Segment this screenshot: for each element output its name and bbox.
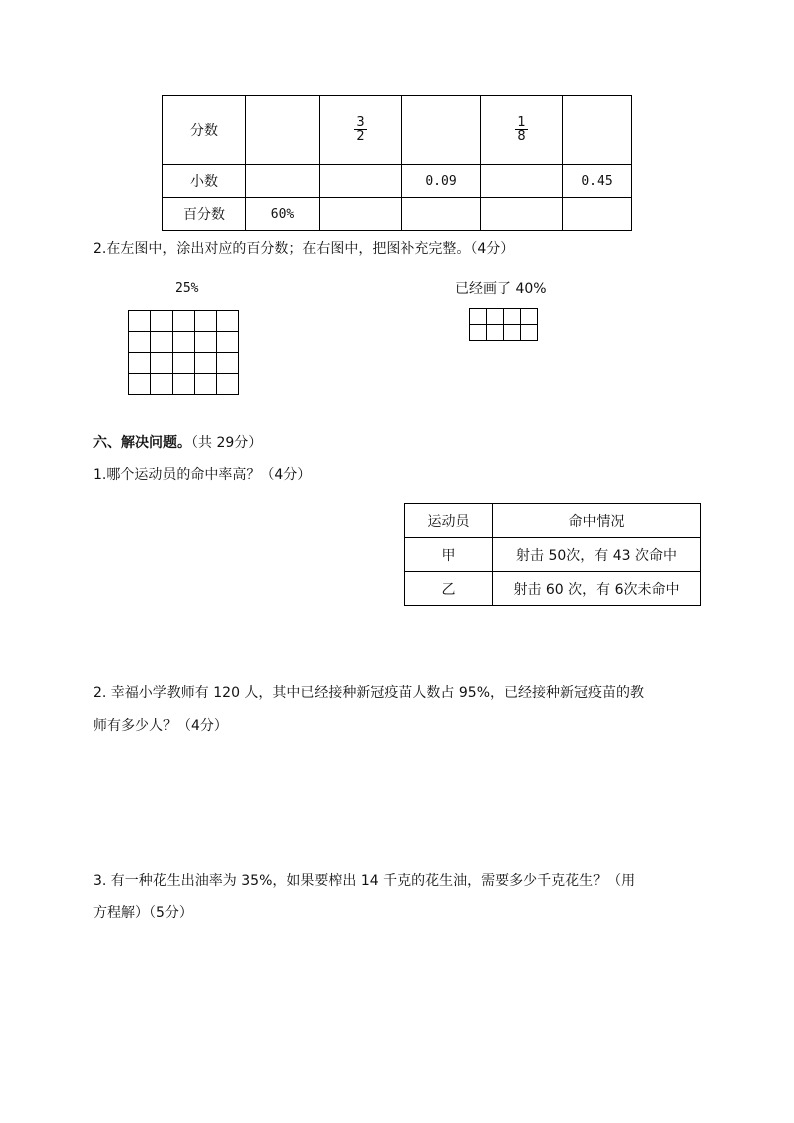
table-cell: 60%: [246, 198, 320, 231]
table-cell: [402, 96, 481, 165]
fraction: $\frac{1}{8}$: [517, 114, 526, 145]
row-label: 百分数: [163, 198, 246, 231]
table-cell: [481, 198, 563, 231]
table-row: [405, 504, 701, 538]
table-row: [163, 96, 632, 165]
table-cell: [320, 165, 402, 198]
table-cell: [563, 96, 632, 165]
row-label: 分数: [163, 96, 246, 165]
table-cell: [246, 165, 320, 198]
right-grid-label: 已经画了 40%: [455, 281, 547, 297]
table-cell: 0.09: [402, 165, 481, 198]
section-score: （共 29分）: [191, 435, 263, 451]
problem-2-line-2: 师有多少人？（4分）: [93, 718, 228, 734]
table-cell: [481, 165, 563, 198]
conversion-table: [162, 95, 632, 231]
row-label: 小数: [163, 165, 246, 198]
table-cell: [563, 198, 632, 231]
table-row: [163, 165, 632, 198]
table-header: 命中情况: [493, 504, 701, 538]
left-grid[interactable]: [128, 310, 239, 395]
problem-3-line-2: 方程解）（5分）: [93, 905, 193, 921]
right-grid[interactable]: [469, 308, 538, 341]
section-title: 六、解决问题。: [93, 435, 191, 451]
fraction: $\frac{3}{2}$: [356, 114, 365, 145]
problem-1-text: 1.哪个运动员的命中率高？（4分）: [93, 467, 312, 483]
problem-3-line-1: 3. 有一种花生出油率为 35%，如果要榨出 14 千克的花生油，需要多少千克花生？（用: [93, 873, 636, 889]
table-row: [405, 538, 701, 572]
table-row: [163, 198, 632, 231]
table-cell: 射击 60 次，有 6次未命中: [493, 572, 701, 606]
left-grid-label: 25%: [175, 281, 199, 296]
section-6-heading: [93, 433, 262, 453]
table-cell: [481, 96, 563, 165]
table-cell: 乙: [405, 572, 493, 606]
table-cell: [320, 198, 402, 231]
table-row: [405, 572, 701, 606]
table-cell: 射击 50次，有 43 次命中: [493, 538, 701, 572]
question-2-text: 2.在左图中，涂出对应的百分数；在右图中，把图补充完整。（4分）: [93, 241, 515, 257]
problem-2-line-1: 2. 幸福小学教师有 120 人，其中已经接种新冠疫苗人数占 95%，已经接种新冠疫苗的教: [93, 685, 644, 701]
table-cell: 甲: [405, 538, 493, 572]
table-cell: [246, 96, 320, 165]
athlete-table: [404, 503, 701, 606]
table-cell: [320, 96, 402, 165]
table-cell: [402, 198, 481, 231]
table-header: 运动员: [405, 504, 493, 538]
table-cell: 0.45: [563, 165, 632, 198]
